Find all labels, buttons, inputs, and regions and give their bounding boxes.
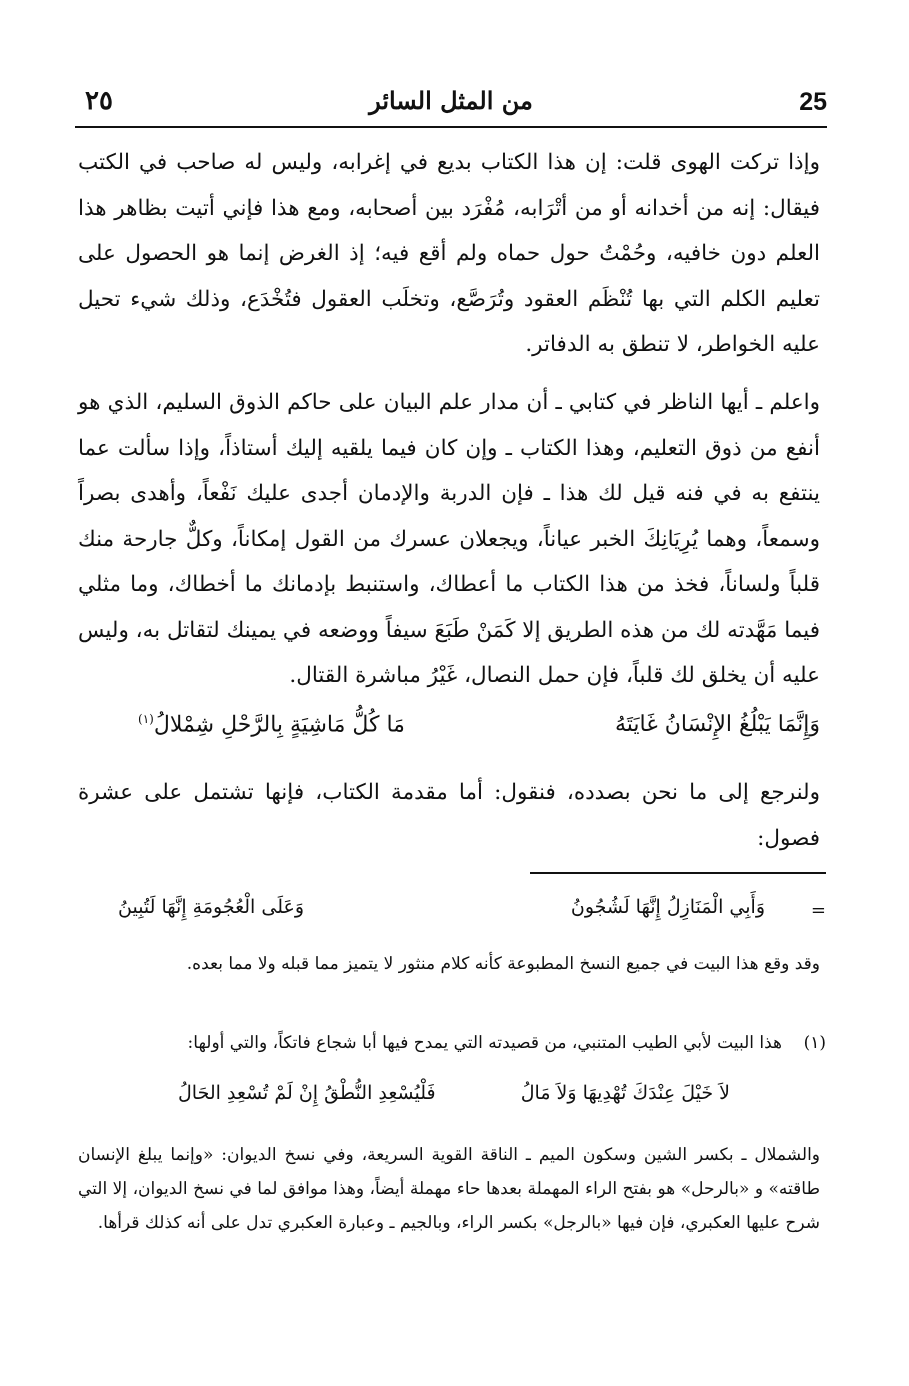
page-number-latin: 25 xyxy=(799,88,827,116)
footnote-1-explanation: والشملال ـ بكسر الشين وسكون الميم ـ الناقة القوية السريعة، وفي نسخ الديوان: «وإنما يبلغ الإنسان طاقته» و «بالرحل» هو بفتح الراء المهملة بعدها حاء مهملة أيضاً، وهذا موافق لما في نسخ الديوان، إلا التي شرح عليها العكبري، فإن فيها «بالرجل» بكسر الراء، وبالجيم ـ وعبارة العكبري تدل على أنه كذلك قرأها. xyxy=(78,1145,820,1233)
page-header xyxy=(75,84,827,128)
paragraph-2: واعلم ـ أيها الناظر في كتابي ـ أن مدار علم البيان على حاكم الذوق السليم، الذي هو أنفع من ذوق التعليم، وهذا الكتاب ـ وإن كان فيما يلقيه إليك أستاذاً، وإذا سألت عما ينتفع به في فنه قيل لك هذا ـ فإن الدربة والإدمان أجدى عليك نَفْعاً، وأهدى بصراً وسمعاً، وهما يُرِيَانِكَ الخبر عياناً، ويجعلان عسرك من القول إمكاناً، وكلٌّ جارحة منك قلباً ولساناً، فخذ من هذا الكتاب ما أعطاك، واستنبط بإدمانك ما أخطاك، وما مثلي فيما مَهَّدته لك من هذه الطريق إلا كَمَنْ طَبَعَ سيفاً ووضعه في يمينك لتقاتل به، وليس عليه أن يخلق لك قلباً، فإن حمل النصال، غَيْرُ مباشرة القتال. xyxy=(78,390,820,688)
footnote-reference: (١) xyxy=(138,712,154,726)
footnote-continuation-verse xyxy=(78,892,826,932)
verse-hemistich-2 xyxy=(138,712,405,737)
footnote-continuation-note: وقد وقع هذا البيت في جميع النسخ المطبوعة كأنه كلام منثور لا يتميز مما قبله ولا مما بعده. xyxy=(186,954,820,974)
continuation-hemistich-1: وَأَبِي الْمَنَازِلُ إِنَّهَا لَشُجُونُ xyxy=(570,896,765,918)
paragraph-1: وإذا تركت الهوى قلت: إن هذا الكتاب بديع في إغرابه، وليس له صاحب في الكتب فيقال: إنه من أخدانه أو من أتْرَابه، مُفْرَد بين أصحابه، ومع هذا فإني أتيت بظاهر هذا العلم دون خافيه، وحُمْتُ حول حماه ولم أقع فيه؛ إذ الغرض إنما هو الحصول على تعليم الكلم التي بها تُنْظَم العقود وتُرَصَّع، وتخلَب العقول فتُخْدَع، وذلك شيء تحيل عليه الخواطر، لا تنطق به الدفاتر. xyxy=(78,150,820,357)
verse-hemistich-2-text: مَا كُلُّ مَاشِيَةٍ بِالرَّحْلِ شِمْلالُ xyxy=(153,712,405,738)
running-title: من المثل السائر xyxy=(369,86,533,115)
footnote-1-verse xyxy=(78,1078,820,1118)
footnote-1-marker: (١) xyxy=(803,1033,826,1053)
header-rule xyxy=(75,126,827,128)
footnote-1-text: هذا البيت لأبي الطيب المتنبي، من قصيدته التي يمدح فيها أبا شجاع فاتكاً، والتي أولها: xyxy=(187,1033,782,1053)
footnote-separator xyxy=(530,872,826,874)
continuation-hemistich-2: وَعَلَى الْعُجُومَةِ إِنَّهَا لَتُبِينُ xyxy=(118,896,305,918)
page-number-arabic: ٢٥ xyxy=(85,86,113,116)
footnote-1-hemistich-1: لاَ خَيْلَ عِنْدَكَ تُهْدِيهَا وَلاَ مَالُ xyxy=(520,1082,730,1104)
verse-hemistich-1: وَإِنَّمَا يَبْلُغُ الإِنْسَانُ غَايَتَهُ xyxy=(614,712,820,737)
main-text xyxy=(78,140,820,860)
paragraph-3: ولنرجع إلى ما نحن بصدده، فنقول: أما مقدمة الكتاب، فإنها تشتمل على عشرة فصول: xyxy=(78,780,820,851)
footnote-1 xyxy=(78,1028,826,1058)
poem-verse xyxy=(78,700,820,762)
footnote-1-hemistich-2: فَلْيُسْعِدِ النُّطْقُ إِنْ لَمْ تُسْعِدِ الحَالُ xyxy=(178,1082,436,1104)
continuation-mark: = xyxy=(810,900,826,921)
